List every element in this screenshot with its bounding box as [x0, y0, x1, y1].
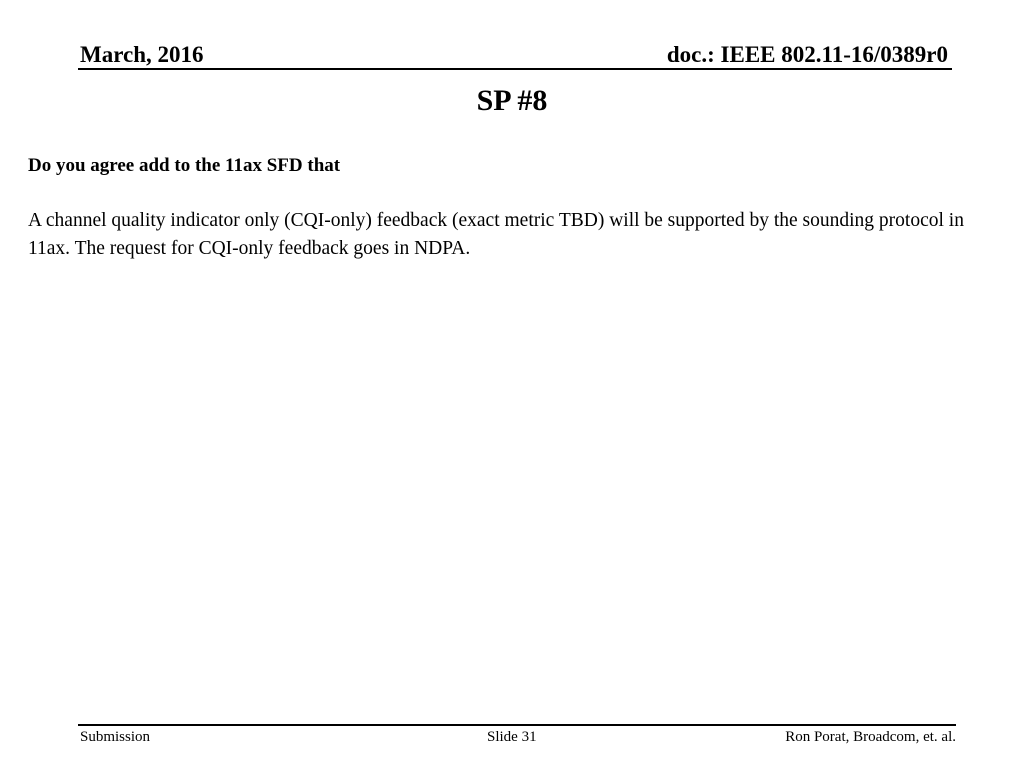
header-divider: [78, 68, 952, 70]
slide-title: SP #8: [476, 84, 548, 117]
slide-content: [28, 153, 988, 263]
header-doc-id: doc.: IEEE 802.11-16/0389r0: [666, 42, 948, 67]
straw-poll-body: A channel quality indicator only (CQI-only) feedback (exact metric TBD) will be supported by the sounding protocol in 11ax. The request for CQI-only feedback goes in NDPA.: [28, 210, 964, 259]
footer-divider: [78, 724, 956, 726]
footer-author: Ron Porat, Broadcom, et. al.: [785, 729, 956, 745]
footer-submission: Submission: [80, 729, 151, 745]
footer-slide-number: Slide 31: [487, 729, 537, 745]
header-date: March, 2016: [80, 42, 204, 67]
straw-poll-question: Do you agree add to the 11ax SFD that: [28, 155, 341, 176]
